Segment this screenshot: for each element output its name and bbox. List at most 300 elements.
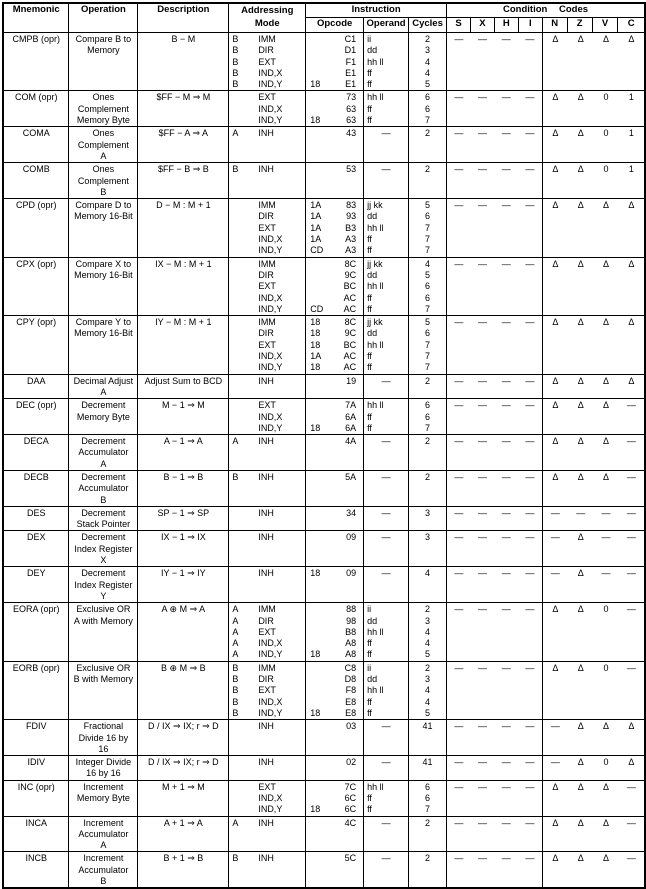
mode-line [229, 818, 305, 829]
opcode-line [306, 782, 363, 793]
cycles-text: 6 [425, 411, 431, 422]
cc-flag: — [501, 375, 511, 386]
mnemonic-cell [3, 33, 69, 91]
cycles-cell [409, 470, 447, 506]
operation-text: Exclusive OR [76, 604, 131, 615]
cycles-text: 5 [425, 269, 431, 280]
mode-text: IND,X [258, 67, 283, 78]
cc-sxhi-cell [447, 661, 543, 719]
mode-line [229, 627, 305, 638]
opcode-cell [306, 399, 364, 435]
opcode-line [306, 128, 363, 139]
addressing-mode-cell [229, 33, 306, 91]
operand-cell [364, 661, 409, 719]
mnemonic-text: CPD (opr) [15, 200, 57, 211]
cc-flag: — [576, 507, 586, 518]
cycles-cell [409, 506, 447, 531]
cc-flag: Δ [552, 164, 559, 175]
cc-sxhi-line [447, 164, 542, 175]
opcode-cell [306, 470, 364, 506]
mode-line [229, 34, 305, 45]
opcode-text: 03 [346, 721, 357, 732]
operand-text: ff [367, 638, 372, 649]
opcode-line [306, 472, 363, 483]
operand-text: jj kk [367, 200, 383, 211]
cc-sxhi-line [447, 818, 542, 829]
opcode-text: 53 [346, 164, 357, 175]
opcode-text: 09 [346, 568, 357, 579]
cc-flag: Δ [577, 258, 584, 269]
operand-cell [364, 435, 409, 471]
opcode-line [306, 200, 363, 211]
cc-nzvc-cell [542, 199, 645, 257]
cc-flag: 0 [603, 757, 609, 768]
instruction-set-table [2, 2, 646, 889]
operation-text: Accumulator [78, 828, 129, 839]
cc-flag: — [525, 436, 535, 447]
mode-line [229, 508, 305, 519]
instruction-row [3, 470, 645, 506]
description-text: $FF − A ⇒ A [158, 128, 208, 139]
description-cell [138, 780, 229, 816]
prebyte-text: CD [310, 303, 324, 314]
cycles-text: 2 [425, 34, 431, 44]
cc-flag: Δ [628, 200, 635, 211]
cycles-text: 2 [425, 853, 431, 864]
prebyte-text: 18 [310, 317, 321, 328]
opcode-cell [306, 567, 364, 603]
cc-flag: Δ [552, 781, 559, 792]
mode-text: IMM [258, 662, 276, 673]
register-letter: A [232, 604, 239, 615]
register-letter: A [232, 817, 239, 828]
cc-flag: 1 [628, 92, 634, 103]
mode-line [229, 853, 305, 864]
cc-flag: Δ [577, 92, 584, 103]
mode-text: IMM [258, 34, 276, 44]
mode-text: IND,X [258, 696, 283, 707]
cycles-text: 3 [425, 674, 431, 685]
operation-text: A [100, 150, 107, 161]
description-text: M + 1 ⇒ M [161, 781, 205, 792]
description-text: IX − M : M + 1 [155, 258, 212, 269]
operation-text: Integer Divide [75, 757, 132, 768]
cc-flag: — [454, 400, 464, 411]
instruction-row [3, 435, 645, 471]
description-cell [138, 603, 229, 661]
mode-text: DIR [258, 328, 274, 339]
operand-text: hh ll [367, 626, 384, 637]
cc-flag: — [454, 853, 464, 864]
cc-flag: Δ [577, 532, 584, 543]
mode-line [229, 45, 305, 56]
mnemonic-text: DAA [26, 375, 46, 386]
cycles-cell [409, 257, 447, 315]
cc-flag: 0 [603, 128, 609, 139]
operand-text: hh ll [367, 222, 384, 233]
register-letter: A [232, 638, 239, 649]
prebyte-text: 1A [310, 222, 322, 233]
cc-sxhi-cell [447, 567, 543, 603]
cycles-text: 4 [425, 638, 431, 649]
cc-flag: — [501, 817, 511, 828]
mnemonic-cell [3, 316, 69, 374]
cc-flag: — [501, 258, 511, 269]
operand-cell [364, 567, 409, 603]
mode-line [229, 757, 305, 768]
cc-flag: Δ [603, 375, 610, 386]
cycles-text: 2 [425, 604, 431, 615]
opcode-line [306, 616, 363, 627]
description-text: IX − 1 ⇒ IX [160, 532, 206, 543]
cc-flag: — [478, 471, 488, 482]
cc-flag: — [525, 164, 535, 175]
opcode-text: 09 [346, 532, 357, 543]
cc-nzvc-cell [542, 316, 645, 374]
header-addressing-mode [229, 3, 306, 33]
operation-cell [69, 756, 138, 781]
cc-flag: — [626, 604, 636, 615]
operation-text: Decrement [81, 568, 126, 579]
cc-flag: Δ [577, 317, 584, 328]
cc-nzvc-cell [542, 720, 645, 756]
operation-text: Divide 16 by [78, 732, 129, 743]
register-letter: B [232, 696, 239, 707]
operation-cell [69, 257, 138, 315]
mode-text: EXT [258, 92, 276, 103]
cc-nzvc-line [543, 259, 644, 270]
cc-flag: Δ [603, 400, 610, 411]
opcode-line [306, 793, 363, 804]
cc-flag: Δ [552, 92, 559, 103]
mnemonic-text: INCA [25, 817, 47, 828]
operation-cell [69, 567, 138, 603]
operation-text: Memory Byte [76, 115, 130, 126]
mnemonic-cell [3, 780, 69, 816]
operand-cell [364, 852, 409, 888]
opcode-cell [306, 720, 364, 756]
cc-nzvc-cell [542, 374, 645, 399]
cycles-text: 2 [425, 817, 431, 828]
cc-flag: Δ [603, 817, 610, 828]
description-text: B ⊕ M ⇒ B [161, 662, 206, 673]
cc-flag: — [478, 532, 488, 543]
cycles-text: 3 [425, 532, 431, 543]
operation-text: 16 [98, 743, 109, 754]
description-cell [138, 33, 229, 91]
mnemonic-text: EORA (opr) [12, 604, 60, 615]
cc-flag: — [478, 507, 488, 518]
description-text: A − 1 ⇒ A [163, 436, 203, 447]
opcode-text: A8 [345, 638, 357, 649]
opcode-text: 34 [346, 507, 357, 518]
operand-text: ff [367, 362, 372, 373]
mnemonic-cell [3, 661, 69, 719]
mnemonic-cell [3, 257, 69, 315]
operation-text: Index Register [74, 579, 133, 590]
cc-nzvc-line [543, 663, 644, 674]
cc-flag: Δ [577, 662, 584, 673]
description-cell [138, 435, 229, 471]
operation-text: Accumulator [78, 447, 129, 458]
cc-flag: Δ [577, 436, 584, 447]
cc-flag: Δ [552, 853, 559, 864]
operation-text: B [100, 494, 107, 505]
operation-text: Ones [92, 92, 115, 103]
cycles-cell [409, 531, 447, 567]
cc-sxhi-cell [447, 470, 543, 506]
cc-flag: — [454, 662, 464, 673]
cc-sxhi-cell [447, 816, 543, 852]
cc-flag: Δ [577, 604, 584, 615]
operation-cell [69, 435, 138, 471]
opcode-line [306, 568, 363, 579]
mode-line [229, 804, 305, 815]
opcode-line [306, 351, 363, 362]
mnemonic-cell [3, 603, 69, 661]
mnemonic-text: DEC (opr) [15, 400, 57, 411]
opcode-line [306, 245, 363, 256]
cycles-cell [409, 33, 447, 91]
opcode-line [306, 304, 363, 315]
operation-text: Memory 16-Bit [74, 269, 133, 280]
cycles-text: 2 [425, 662, 431, 673]
cc-sxhi-cell [447, 374, 543, 399]
operand-cell [364, 33, 409, 91]
prebyte-text: 1A [310, 211, 322, 222]
cc-flag: 0 [603, 604, 609, 615]
description-text: D / IX ⇒ IX; r ⇒ D [148, 721, 219, 732]
mode-text: IND,Y [258, 707, 283, 718]
opcode-cell [306, 127, 364, 163]
opcode-text: 02 [346, 757, 357, 768]
cycles-text: 6 [425, 781, 431, 792]
operand-text: ii [367, 662, 372, 673]
instruction-row [3, 374, 645, 399]
cc-nzvc-line [543, 508, 644, 519]
mode-text: IND,X [258, 234, 283, 245]
cc-nzvc-cell [542, 661, 645, 719]
operation-cell [69, 720, 138, 756]
opcode-line [306, 34, 363, 45]
mode-line [229, 293, 305, 304]
operand-cell [364, 199, 409, 257]
opcode-line [306, 92, 363, 103]
cycles-text: 4 [425, 67, 431, 78]
operation-text: A with Memory [73, 615, 133, 626]
cc-sxhi-cell [447, 720, 543, 756]
opcode-text: A3 [345, 245, 357, 256]
cc-sxhi-cell [447, 316, 543, 374]
mode-text: INH [258, 164, 274, 175]
instruction-row [3, 127, 645, 163]
register-letter: B [232, 56, 239, 67]
cycles-text: 7 [425, 351, 431, 362]
operand-text: ff [367, 103, 372, 114]
opcode-text: 8C [344, 258, 357, 269]
cc-flag: — [454, 471, 464, 482]
register-letter: B [232, 79, 239, 90]
cc-flag: Δ [577, 817, 584, 828]
mode-line [229, 616, 305, 627]
description-text: $FF − M ⇒ M [156, 92, 211, 103]
cc-flag: — [550, 757, 560, 768]
cc-nzvc-line [543, 782, 644, 793]
cc-flag: — [601, 532, 611, 543]
mode-text: IND,Y [258, 649, 283, 660]
operand-text: hh ll [367, 92, 384, 103]
description-text: D / IX ⇒ IX; r ⇒ D [148, 757, 219, 768]
opcode-text: 8C [344, 317, 357, 328]
register-letter: B [232, 707, 239, 718]
opcode-line [306, 223, 363, 234]
cc-nzvc-line [543, 436, 644, 447]
opcode-text: 5C [344, 853, 357, 864]
cc-nzvc-line [543, 604, 644, 615]
operation-text: Decimal Adjust [73, 375, 134, 386]
cycles-text: 4 [425, 258, 431, 269]
instruction-row [3, 567, 645, 603]
cc-flag: — [501, 317, 511, 328]
addressing-mode-cell [229, 399, 306, 435]
cycles-cell [409, 374, 447, 399]
cc-flag: — [525, 34, 535, 44]
cc-flag: Δ [577, 164, 584, 175]
mnemonic-text: CPX (opr) [16, 258, 57, 269]
opcode-text: 6C [344, 804, 357, 815]
register-letter: B [232, 853, 239, 864]
opcode-line [306, 400, 363, 411]
cc-nzvc-cell [542, 91, 645, 127]
register-letter: B [232, 67, 239, 78]
prebyte-text: 1A [310, 351, 322, 362]
operation-text: Compare D to [75, 200, 132, 211]
cc-flag: — [626, 400, 636, 411]
mode-line [229, 200, 305, 211]
opcode-line [306, 697, 363, 708]
cc-sxhi-cell [447, 33, 543, 91]
cc-nzvc-cell [542, 257, 645, 315]
cc-flag: — [626, 507, 636, 518]
operand-text: dd [367, 211, 378, 222]
cycles-text: 5 [425, 317, 431, 328]
cc-nzvc-cell [542, 399, 645, 435]
operand-cell [364, 720, 409, 756]
cc-flag: — [501, 532, 511, 543]
description-text: $FF − B ⇒ B [157, 164, 209, 175]
operand-text: jj kk [367, 317, 383, 328]
operand-cell [364, 316, 409, 374]
table-body [3, 33, 645, 889]
mnemonic-text: DECB [23, 471, 49, 482]
cc-flag: — [501, 507, 511, 518]
cc-nzvc-line [543, 400, 644, 411]
cycles-text: 6 [425, 211, 431, 222]
operand-text: ff [367, 67, 372, 78]
opcode-text: C8 [344, 662, 357, 673]
prebyte-text: 18 [310, 79, 321, 90]
cc-flag: — [525, 200, 535, 211]
operand-text: ff [367, 351, 372, 362]
cycles-text: 5 [425, 79, 431, 90]
mode-line [229, 223, 305, 234]
operand-text: dd [367, 328, 378, 339]
mode-text: EXT [258, 400, 276, 411]
operation-text: Stack Pointer [76, 519, 131, 530]
mode-line [229, 423, 305, 434]
cc-flag: — [501, 757, 511, 768]
cc-flag: — [550, 532, 560, 543]
cycles-text: 7 [425, 222, 431, 233]
cc-flag: — [454, 568, 464, 579]
addressing-mode-cell [229, 91, 306, 127]
operand-text: hh ll [367, 56, 384, 67]
cc-flag: — [478, 92, 488, 103]
mnemonic-cell [3, 374, 69, 399]
opcode-cell [306, 163, 364, 199]
cycles-text: 6 [425, 328, 431, 339]
opcode-text: B8 [345, 626, 357, 637]
description-cell [138, 374, 229, 399]
cycles-cell [409, 852, 447, 888]
header-cc-n: N [542, 18, 567, 33]
cc-flag: 0 [603, 92, 609, 103]
operation-cell [69, 374, 138, 399]
cc-flag: — [525, 817, 535, 828]
opcode-text: 7A [345, 400, 357, 411]
mode-text: EXT [258, 222, 276, 233]
mode-line [229, 400, 305, 411]
mode-text: IND,Y [258, 303, 283, 314]
header-mode-line: Mode [254, 18, 280, 29]
cc-sxhi-line [447, 472, 542, 483]
opcode-line [306, 674, 363, 685]
cc-flag: — [501, 568, 511, 579]
operand-cell [364, 506, 409, 531]
cc-flag: Δ [577, 375, 584, 386]
cc-flag: Δ [603, 471, 610, 482]
cc-flag: — [626, 568, 636, 579]
cycles-cell [409, 603, 447, 661]
instruction-row [3, 661, 645, 719]
description-cell [138, 661, 229, 719]
operand-text: ff [367, 115, 372, 126]
cc-sxhi-line [447, 92, 542, 103]
mode-text: EXT [258, 56, 276, 67]
operation-text: Memory Byte [76, 793, 130, 803]
cc-flag: — [478, 400, 488, 411]
cc-flag: Δ [628, 375, 635, 386]
cc-flag: Δ [552, 128, 559, 139]
cc-flag: — [478, 568, 488, 579]
opcode-text: A8 [345, 649, 357, 660]
mode-text: INH [258, 128, 274, 139]
opcode-line [306, 293, 363, 304]
cc-flag: — [601, 507, 611, 518]
instruction-row [3, 399, 645, 435]
description-cell [138, 470, 229, 506]
mode-text: IND,Y [258, 362, 283, 373]
operand-text: hh ll [367, 685, 384, 696]
cc-flag: — [454, 604, 464, 615]
cc-nzvc-line [543, 568, 644, 579]
mode-text: EXT [258, 281, 276, 292]
register-letter: B [232, 164, 239, 175]
cc-nzvc-cell [542, 567, 645, 603]
cc-nzvc-cell [542, 852, 645, 888]
cc-flag: — [525, 375, 535, 386]
cc-flag: — [525, 128, 535, 139]
